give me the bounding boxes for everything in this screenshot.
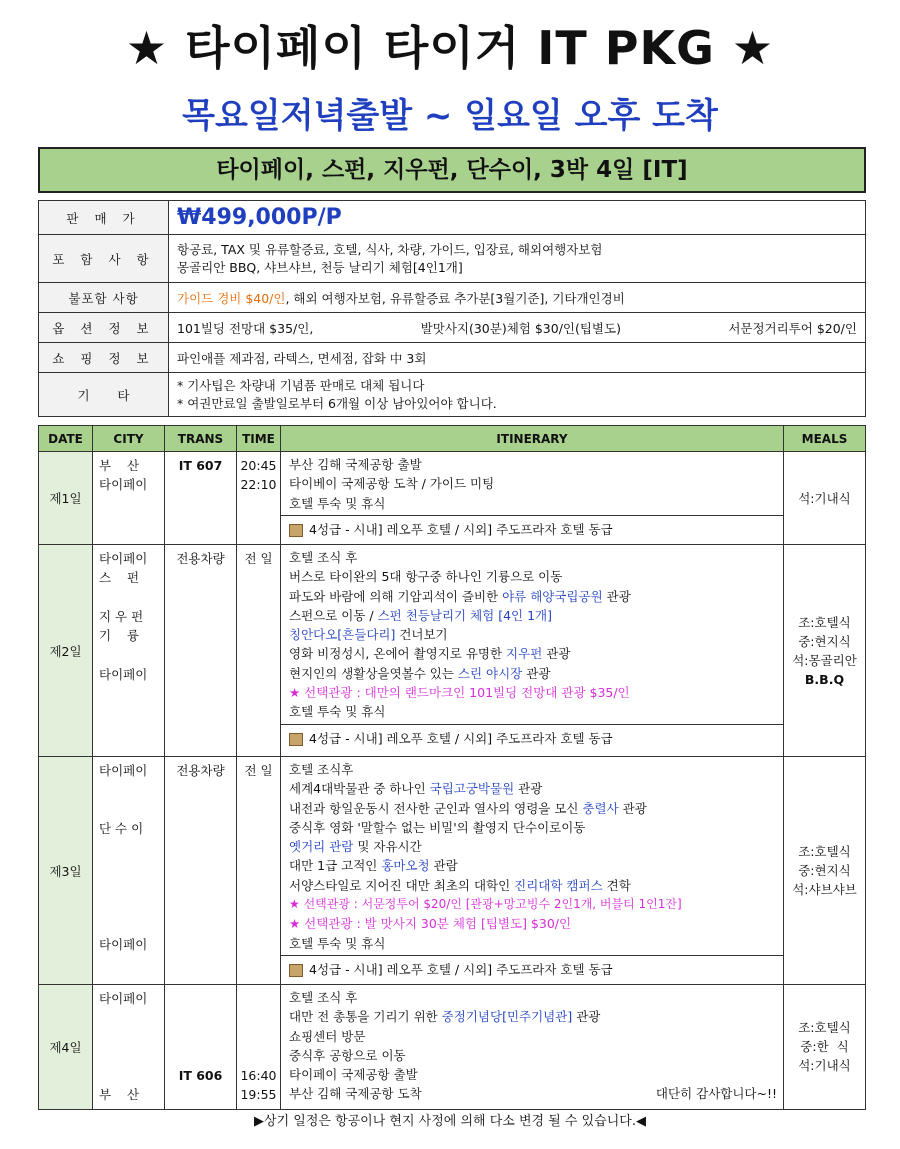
tour-banner: 타이페이, 스펀, 지우펀, 단수이, 3박 4일 [IT] xyxy=(38,147,866,193)
page-title: ★ 타이페이 타이거 IT PKG ★ xyxy=(125,21,775,75)
price-label: 판 매 가 xyxy=(39,201,169,235)
itinerary-line: 스펀으로 이동 / 스펀 천등날리기 체험 [4인 1개] xyxy=(289,607,552,623)
city: 타이페이 xyxy=(99,991,148,1006)
itinerary-line: 대만 전 총통을 기리기 위한 중정기념당[민주기념관] 관광 xyxy=(289,1009,601,1025)
flight: IT 607 xyxy=(178,458,223,473)
transport: 전용차량 xyxy=(176,763,225,778)
itinerary-line: 중식후 영화 '말할수 없는 비밀'의 촬영지 단수이로이동 xyxy=(289,819,586,835)
hotel-box-icon xyxy=(289,964,303,977)
meal: 중:한 식 xyxy=(800,1039,849,1055)
arrival-line: 부산 김해 국제공항 도착 xyxy=(289,1086,422,1102)
option-2: 발맛사지(30분)체험 $30/인(팁별도) xyxy=(420,320,621,336)
time: 20:45 xyxy=(240,458,277,473)
city: 부 산 xyxy=(99,1087,140,1103)
hotel-box-icon xyxy=(289,733,303,746)
table-row xyxy=(39,452,866,545)
included-line-1: 항공료, TAX 및 유류할증료, 호텔, 식사, 차량, 가이드, 입장료, 해외여행자보험 xyxy=(177,241,603,257)
meal: 중:현지식 xyxy=(798,863,851,878)
day-label: 제1일 xyxy=(39,452,93,545)
footer-note: ▶상기 일정은 항공이나 현지 사정에 의해 다소 변경 될 수 있습니다.◀ xyxy=(254,1114,646,1129)
itinerary-line: 호텔 조식후 xyxy=(289,762,354,777)
itinerary-line: 대만 1급 고적인 홍마오청 관람 xyxy=(289,858,458,874)
meal: 석:기내식 xyxy=(798,1058,851,1074)
itinerary-line: 현지인의 생활상을엿볼수 있는 스린 야시장 관광 xyxy=(289,665,551,681)
etc-label: 기 타 xyxy=(39,373,169,417)
itinerary-line: 칭안다오[흔들다리] 건너보기 xyxy=(289,627,448,643)
page-subtitle: 목요일저녁출발 ~ 일요일 오후 도착 xyxy=(182,96,718,136)
city: 기 륭 xyxy=(99,628,140,644)
itinerary-line: 파도와 바람에 의해 기암괴석이 즐비한 야류 해양국립공원 관광 xyxy=(289,588,631,604)
time: 16:40 xyxy=(240,1068,277,1084)
time: 전 일 xyxy=(244,763,273,778)
itinerary-line: 타이페이 국제공항 출발 xyxy=(289,1067,418,1083)
optional-tour: ★ 선택관광 : 대만의 랜드마크인 101빌딩 전망대 관광 $35/인 xyxy=(289,685,630,701)
meal: 중:현지식 xyxy=(798,633,851,649)
thanks-text: 대단히 감사합니다~!! xyxy=(655,1086,777,1102)
header-trans: TRANS xyxy=(165,426,237,452)
itinerary-line: 호텔 조식 후 xyxy=(289,550,358,565)
city: 타이페이 xyxy=(99,551,148,566)
shopping-value: 파인애플 제과점, 라텍스, 면세점, 잡화 中 3회 xyxy=(169,343,866,373)
option-1: 101빌딩 전망대 $35/인, xyxy=(177,320,314,336)
itinerary-line: 타이베이 국제공항 도착 / 가이드 미팅 xyxy=(289,476,495,492)
info-table xyxy=(38,200,866,417)
meal: 조:호텔식 xyxy=(798,614,851,630)
header-time: TIME xyxy=(237,426,281,452)
itinerary-line: 옛거리 관람 및 자유시간 xyxy=(289,839,422,855)
included-label: 포 함 사 항 xyxy=(39,235,169,283)
city: 타이페이 xyxy=(99,763,148,778)
itinerary-line: 버스로 타이완의 5대 항구중 하나인 기륭으로 이동 xyxy=(289,569,563,585)
hotel-note: 4성급 - 시내] 레오푸 호텔 / 시외] 주도프라자 호텔 동급 xyxy=(281,955,783,983)
header-itinerary: ITINERARY xyxy=(281,426,784,452)
optional-tour: ★ 선택관광 : 발 맛사지 30분 체험 [팁별도] $30/인 xyxy=(289,916,572,932)
hotel-note: 4성급 - 시내] 레오푸 호텔 / 시외] 주도프라자 호텔 동급 xyxy=(281,515,783,543)
meal: 조:호텔식 xyxy=(798,1020,851,1036)
itinerary-line: 호텔 투숙 및 휴식 xyxy=(289,935,386,951)
day-label: 제3일 xyxy=(39,757,93,985)
hotel-note: 4성급 - 시내] 레오푸 호텔 / 시외] 주도프라자 호텔 동급 xyxy=(281,724,783,752)
meal: B.B.Q xyxy=(804,671,845,687)
excluded-rest: , 해외 여행자보험, 유류할증료 추가분[3월기준], 기타개인경비 xyxy=(285,290,625,306)
option-label: 옵 션 정 보 xyxy=(39,313,169,343)
itinerary-line: 영화 비정성시, 온에어 촬영지로 유명한 지우펀 관광 xyxy=(289,646,571,662)
itinerary-line: 쇼핑센터 방문 xyxy=(289,1028,366,1044)
flight: IT 606 xyxy=(178,1068,223,1084)
meal: 조:호텔식 xyxy=(798,844,851,859)
guide-fee: 가이드 경비 $40/인 xyxy=(177,290,286,306)
optional-tour: ★ 선택관광 : 서문정투어 $20/인 [관광+망고빙수 2인1개, 버블티 1인1잔] xyxy=(289,897,682,912)
itinerary-line: 중식후 공항으로 이동 xyxy=(289,1047,406,1063)
itinerary-line: 내전과 항일운동시 전사한 군인과 열사의 영령을 모신 충렬사 관광 xyxy=(289,800,647,816)
city: 단 수 이 xyxy=(99,820,144,836)
time: 22:10 xyxy=(240,477,277,493)
header-date: DATE xyxy=(39,426,93,452)
itinerary-line: 세계4대박물관 중 하나인 국립고궁박물원 관광 xyxy=(289,781,543,797)
itinerary-line: 호텔 조식 후 xyxy=(289,990,358,1005)
city: 타이페이 xyxy=(99,666,148,682)
city: 부 산 xyxy=(99,458,140,473)
hotel-box-icon xyxy=(289,524,303,537)
excluded-label: 불포함 사항 xyxy=(39,283,169,313)
shopping-label: 쇼 핑 정 보 xyxy=(39,343,169,373)
itinerary-line: 서양스타일로 지어진 대만 최초의 대학인 진리대학 캠퍼스 견학 xyxy=(289,877,631,893)
itinerary-line: 호텔 투숙 및 휴식 xyxy=(289,704,386,720)
meals: 석:기내식 xyxy=(784,452,866,545)
day-label: 제4일 xyxy=(39,985,93,1110)
included-line-2: 몽골리안 BBQ, 샤브샤브, 천등 날리기 체험[4인1개] xyxy=(177,259,463,275)
header-city: CITY xyxy=(93,426,165,452)
price-value: ₩499,000P/P xyxy=(177,205,342,230)
etc-line-1: * 기사팁은 차량내 기념품 판매로 대체 됩니다 xyxy=(177,377,425,393)
etc-line-2: * 여권만료일 출발일로부터 6개월 이상 남아있어야 합니다. xyxy=(177,395,497,411)
meal: 석:샤브샤브 xyxy=(792,882,857,897)
transport: 전용차량 xyxy=(176,551,225,566)
table-row xyxy=(39,545,866,757)
time: 19:55 xyxy=(240,1087,277,1103)
option-3: 서문정거리투어 $20/인 xyxy=(728,320,857,336)
city: 지 우 펀 xyxy=(99,608,144,624)
day-label: 제2일 xyxy=(39,545,93,757)
itinerary-table xyxy=(38,425,866,1110)
meal: 석:몽골리안 xyxy=(792,652,857,668)
itinerary-line xyxy=(289,1084,777,1103)
itinerary-line: 호텔 투숙 및 휴식 xyxy=(289,495,386,511)
city: 타이페이 xyxy=(99,477,148,493)
table-row xyxy=(39,757,866,985)
table-row xyxy=(39,985,866,1110)
city: 타이페이 xyxy=(99,936,148,952)
time: 전 일 xyxy=(244,551,273,566)
city: 스 펀 xyxy=(99,570,140,586)
itinerary-line: 부산 김해 국제공항 출발 xyxy=(289,457,422,472)
header-meals: MEALS xyxy=(784,426,866,452)
